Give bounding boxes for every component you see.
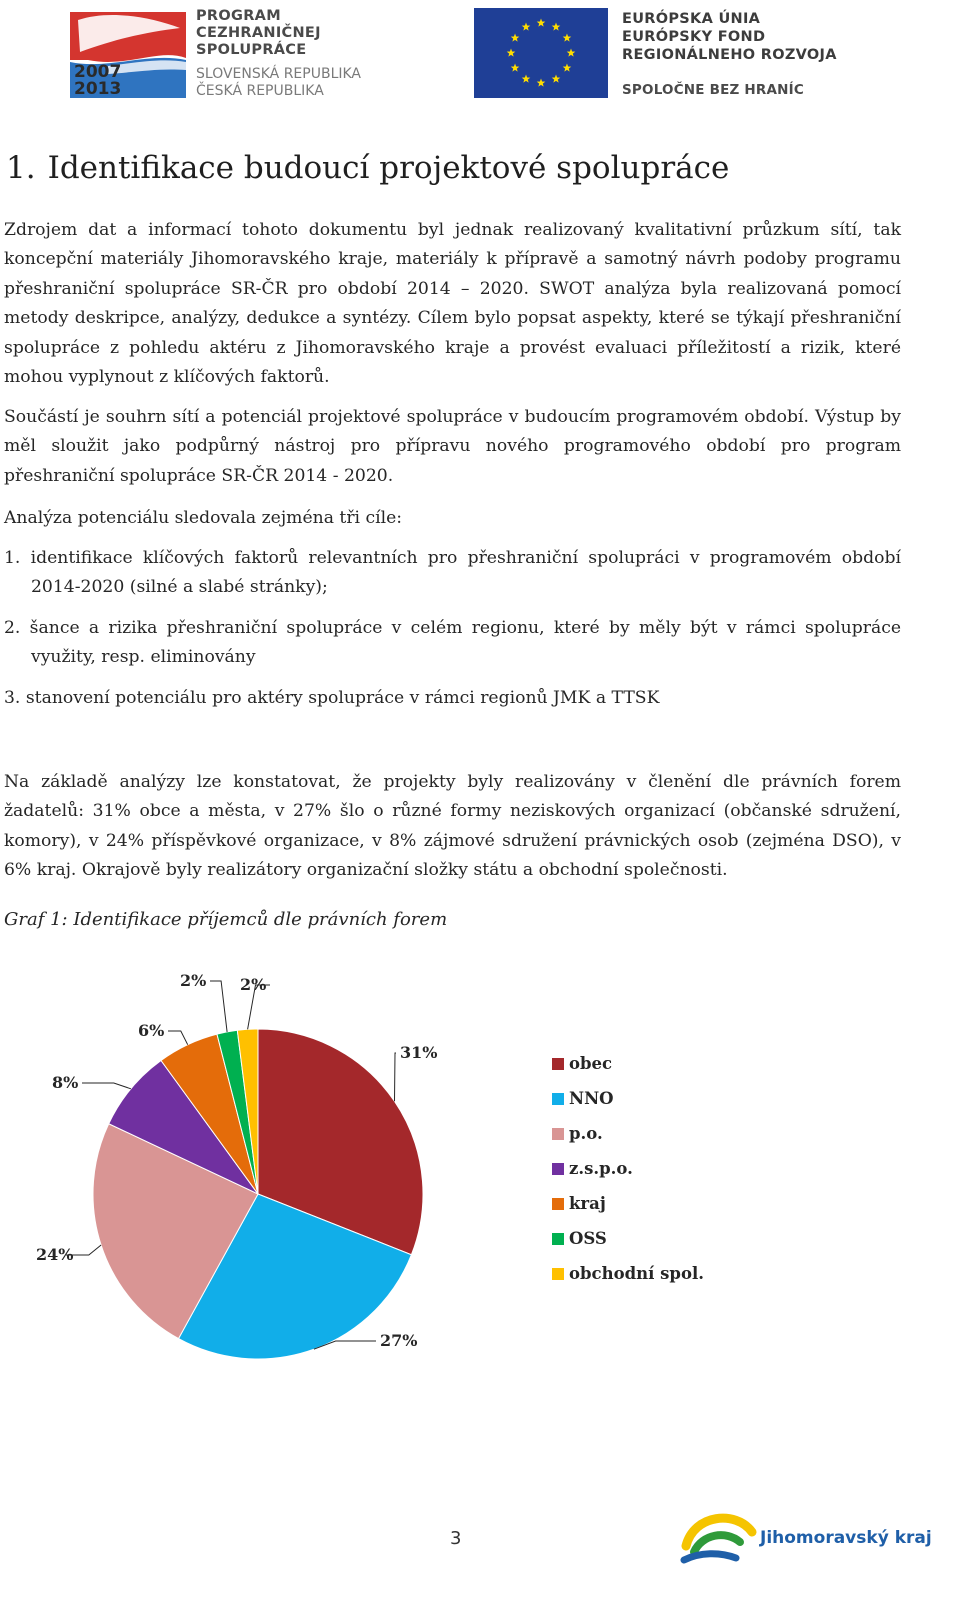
legend-label: kraj [569, 1194, 606, 1213]
legend-label: obchodní spol. [569, 1264, 704, 1283]
pie-leader-line-5 [168, 1031, 188, 1045]
pie-chart [0, 950, 960, 1380]
eu-fund-title: EURÓPSKA ÚNIA EURÓPSKY FOND REGIONÁLNEHO ROZVOJA [622, 11, 837, 63]
pie-leader-line-1 [395, 1053, 397, 1101]
chart-caption: Graf 1: Identifikace příjemců dle právních forem [4, 909, 448, 930]
legend-label: NNO [569, 1089, 614, 1108]
jihomoravsky-kraj-logo [680, 1506, 940, 1566]
programme-countries: SLOVENSKÁ REPUBLIKA ČESKÁ REPUBLIKA [196, 66, 362, 99]
legend-label: obec [569, 1054, 613, 1073]
results-paragraph: Na základě analýzy lze konstatovat, že projekty byly realizovány v členění dle právních forem žadatelů: 31% obce a města, v 27% šlo o různé formy neziskových organizací (občanské sdružení, komory), v 24% příspěvkové organizace, v 8% zájmové sdružení právnických osob (zejména DSO), v 6% kraj. Okrajově byly realizátory organizační složky státu a obchodní společnosti. [4, 772, 901, 881]
legend-item-5 [552, 1186, 792, 1221]
legend-item-4 [552, 1151, 792, 1186]
eu-erdf-logo [474, 8, 894, 100]
section-heading [6, 150, 729, 186]
cross-border-programme-logo [68, 6, 428, 102]
section-title: Identifikace budoucí projektové spolupráce [47, 150, 730, 186]
legend-item-7 [552, 1256, 792, 1291]
legend-swatch [552, 1058, 564, 1070]
page-number: 3 [450, 1528, 462, 1549]
programme-years: 2007 2013 [74, 62, 122, 99]
legend-swatch [552, 1128, 564, 1140]
legend-swatch [552, 1268, 564, 1280]
legend-item-3 [552, 1116, 792, 1151]
legend-label: z.s.p.o. [569, 1159, 633, 1178]
legend-item-2 [552, 1081, 792, 1116]
pie-data-label-5: 6% [138, 1021, 165, 1040]
legend-item-6 [552, 1221, 792, 1256]
legend-item-1 [552, 1046, 792, 1081]
legend-label: OSS [569, 1229, 607, 1248]
legend-swatch [552, 1093, 564, 1105]
pie-data-label-4: 8% [52, 1073, 79, 1092]
eu-flag-icon [474, 8, 608, 98]
pie-data-label-7: 2% [240, 975, 267, 994]
legend-swatch [552, 1198, 564, 1210]
region-name: Jihomoravský kraj [760, 1528, 932, 1548]
pie-data-label-6: 2% [180, 971, 207, 990]
legend-swatch [552, 1163, 564, 1175]
programme-title: PROGRAM CEZHRANIČNEJ SPOLUPRÁCE [196, 8, 321, 58]
intro-paragraph: Zdrojem dat a informací tohoto dokumentu byl jednak realizovaný kvalitativní průzkum sítí, tak koncepční materiály Jihomoravského kraje, materiály k přípravě a samotný návrh podoby programu přeshraniční spolupráce SR-ČR pro období 2014 – 2020. SWOT analýza byla realizovaná pomocí metody deskripce, analýzy, dedukce a syntézy. Cílem bylo popsat aspekty, které se týkají přeshraniční spolupráce z pohledu aktéru z Jihomoravského kraje a provést evaluaci příležitostí a rizik, které mohou vyplynout z klíčových faktorů. [4, 220, 901, 388]
goal-item-2: 2. šance a rizika přeshraniční spolupráce v celém regionu, které by měly být v rámci spolupráce využity, resp. eliminovány [4, 618, 901, 668]
region-emblem-icon [680, 1506, 760, 1566]
pie-data-label-3: 24% [36, 1245, 74, 1264]
page-header [0, 0, 960, 115]
legend-label: p.o. [569, 1124, 603, 1143]
eu-motto: SPOLOČNE BEZ HRANÍC [622, 82, 804, 98]
chart-legend [552, 1046, 792, 1291]
pie-data-label-1: 31% [400, 1043, 438, 1062]
goals-intro: Analýza potenciálu sledovala zejména tři cíle: [4, 508, 403, 528]
summary-paragraph: Součástí je souhrn sítí a potenciál projektové spolupráce v budoucím programovém období. Výstup by měl sloužit jako podpůrný nástroj pro přípravu nového programového období pro program přeshraniční spolupráce SR-ČR 2014 - 2020. [4, 407, 901, 486]
pie-leader-line-4 [82, 1083, 131, 1089]
section-number: 1. [6, 150, 36, 186]
goal-item-3: 3. stanovení potenciálu pro aktéry spolupráce v rámci regionů JMK a TTSK [4, 688, 660, 708]
legend-swatch [552, 1233, 564, 1245]
pie-leader-line-6 [210, 981, 227, 1032]
goal-item-1: 1. identifikace klíčových faktorů relevantních pro přeshraniční spolupráci v programovém období 2014-2020 (silné a slabé stránky); [4, 548, 901, 598]
pie-data-label-2: 27% [380, 1331, 418, 1350]
